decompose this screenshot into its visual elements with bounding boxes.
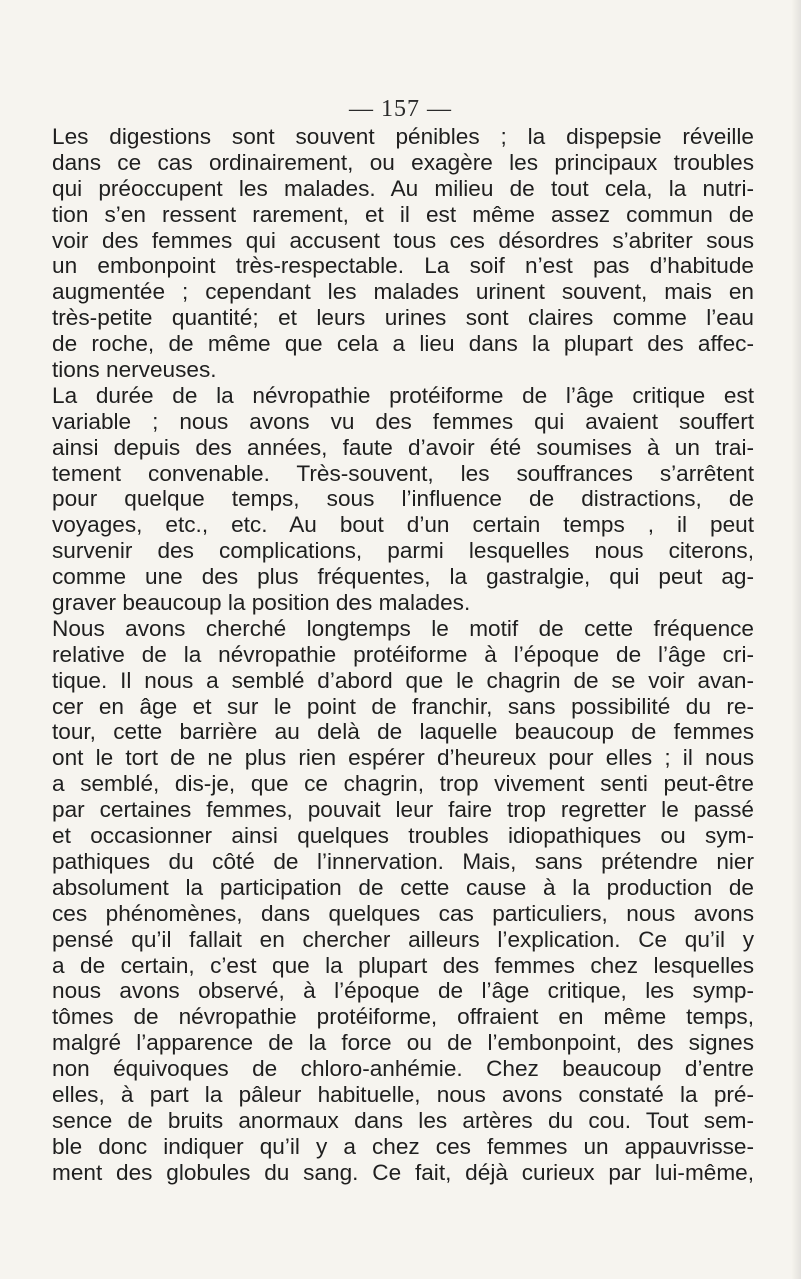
text-line: non équivoques de chloro-anhémie. Chez beaucoup d’entre [52,1056,754,1082]
text-line: Les digestions sont souvent pénibles ; la dispepsie réveille [52,124,754,149]
text-line: tement convenable. Très-souvent, les souffrances s’arrêtent [52,460,754,486]
text-line: qui préoccupent les malades. Au milieu de tout cela, la nutri- [52,175,754,201]
text-line: malgré l’apparence de la force ou de l’embonpoint, des signes [52,1030,754,1056]
text-line: augmentée ; cependant les malades urinent souvent, mais en [52,279,754,305]
text-line: de roche, de même que cela a lieu dans la plupart des affec- [52,331,754,357]
page-number: — 157 — [349,96,452,122]
page-edge-shadow [791,0,801,1279]
text-line: voyages, etc., etc. Au bout d’un certain temps , il peut [52,512,754,538]
text-line: ces phénomènes, dans quelques cas particuliers, nous avons [52,900,754,926]
text-line: a semblé, dis-je, que ce chagrin, trop vivement senti peut-être [52,771,754,797]
text-line: a de certain, c’est que la plupart des femmes chez lesquelles [52,952,754,978]
text-line: par certaines femmes, pouvait leur faire trop regretter le passé [52,797,754,823]
text-line: cer en âge et sur le point de franchir, sans possibilité du re- [52,693,754,719]
text-line: tions nerveuses. [52,357,217,383]
text-line: tômes de névropathie protéiforme, offraient en même temps, [52,1004,754,1030]
text-line: nous avons observé, à l’époque de l’âge critique, les symp- [52,978,754,1004]
text-line: tion s’en ressent rarement, et il est même assez commun de [52,201,754,227]
text-line: pour quelque temps, sous l’influence de distractions, de [52,486,754,512]
text-line: elles, à part la pâleur habituelle, nous avons constaté la pré- [52,1081,754,1107]
text-line: comme une des plus fréquentes, la gastralgie, qui peut ag- [52,564,754,590]
text-line: tour, cette barrière au delà de laquelle beaucoup de femmes [52,719,754,745]
text-line: survenir des complications, parmi lesquelles nous citerons, [52,538,754,564]
text-line: ble donc indiquer qu’il y a chez ces femmes un appauvrisse- [52,1133,754,1159]
text-line: ainsi depuis des années, faute d’avoir été soumises à un trai- [52,434,754,460]
text-line: Nous avons cherché longtemps le motif de cette fréquence [52,615,754,641]
text-line: dans ce cas ordinairement, ou exagère les principaux troubles [52,149,754,175]
text-line: variable ; nous avons vu des femmes qui avaient souffert [52,408,754,434]
text-line: pathiques du côté de l’innervation. Mais, sans prétendre nier [52,848,754,874]
text-line: sence de bruits anormaux dans les artères du cou. Tout sem- [52,1107,754,1133]
text-line: absolument la participation de cette cause à la production de [52,874,754,900]
text-line: relative de la névropathie protéiforme à l’époque de l’âge cri- [52,641,754,667]
text-line: très-petite quantité; et leurs urines sont claires comme l’eau [52,305,754,331]
text-line: graver beaucoup la position des malades. [52,590,471,616]
text-line: et occasionner ainsi quelques troubles idiopathiques ou sym- [52,823,754,849]
text-line: un embonpoint très-respectable. La soif n’est pas d’habitude [52,253,754,279]
text-line: ont le tort de ne plus rien espérer d’heureux pour elles ; il nous [52,745,754,771]
text-line: pensé qu’il fallait en chercher ailleurs l’explication. Ce qu’il y [52,926,754,952]
text-line: voir des femmes qui accusent tous ces désordres s’abriter sous [52,227,754,253]
body-text [52,124,754,1186]
text-line: La durée de la névropathie protéiforme de l’âge critique est [52,382,754,408]
text-line: ment des globules du sang. Ce fait, déjà curieux par lui-même, [52,1159,754,1185]
text-line: tique. Il nous a semblé d’abord que le chagrin de se voir avan- [52,667,754,693]
